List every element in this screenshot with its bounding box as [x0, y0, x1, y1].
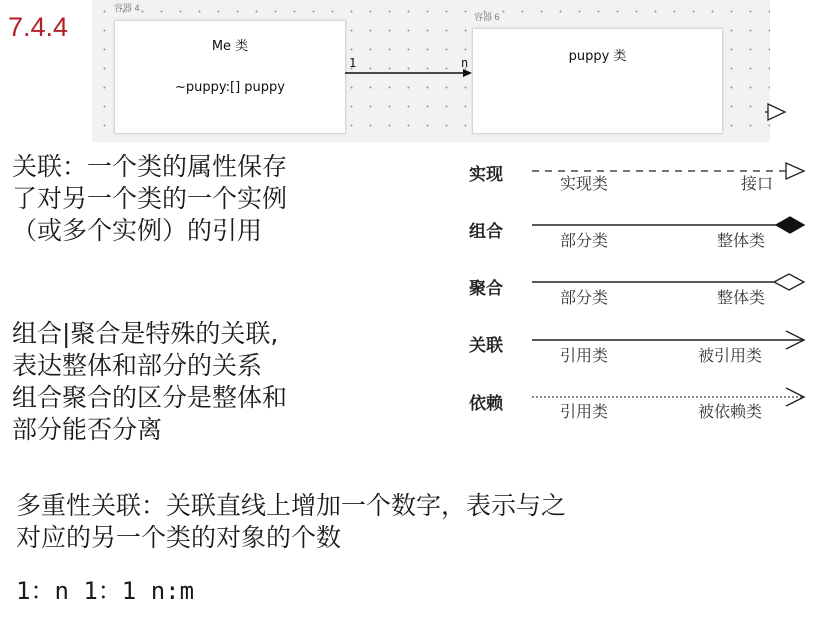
- legend-name-dependency: 依赖: [469, 394, 503, 414]
- legend-lines: [460, 100, 830, 420]
- legend-right-association: 被引用类: [698, 346, 763, 365]
- association-definition: 关联：一个类的属性保存 了对另一个类的一个实例 （或多个实例）的引用: [12, 152, 288, 245]
- legend-name-association: 关联: [469, 336, 503, 356]
- legend-left-aggregation: 部分类: [560, 288, 609, 307]
- uml-legend: [460, 100, 830, 420]
- legend-partial-triangle: [768, 104, 785, 120]
- legend-name-aggregation: 聚合: [469, 279, 503, 299]
- section-number: 7.4.4: [8, 12, 69, 42]
- multiplicity-source: 1: [349, 56, 357, 70]
- legend-right-aggregation: 整体类: [717, 288, 766, 307]
- class-title-puppy: puppy 类: [568, 49, 627, 64]
- aggregation-diamond: [774, 274, 804, 290]
- class-attribute-puppy: ~puppy:[] puppy: [175, 80, 285, 95]
- realization-triangle: [786, 163, 804, 179]
- legend-left-dependency: 引用类: [560, 402, 609, 421]
- legend-name-composition: 组合: [469, 222, 503, 242]
- multiplicity-target: n: [461, 56, 469, 70]
- container-label-right: 容器 6: [474, 12, 500, 22]
- class-title-me: Me 类: [211, 39, 249, 54]
- class-box-me[interactable]: [114, 20, 346, 134]
- association-connector[interactable]: [345, 60, 473, 82]
- composition-diamond: [776, 217, 804, 233]
- legend-right-composition: 整体类: [717, 231, 766, 250]
- legend-left-composition: 部分类: [560, 231, 609, 250]
- legend-right-realization: 接口: [741, 174, 774, 193]
- container-label-left: 容器 4: [114, 3, 140, 13]
- composition-aggregation-note: 组合|聚合是特殊的关联, 表达整体和部分的关系 组合聚合的区分是整体和 部分能否分离: [12, 319, 288, 444]
- multiplicity-note: 多重性关联：关联直线上增加一个数字，表示与之 对应的另一个类的对象的个数: [16, 491, 567, 552]
- legend-right-dependency: 被依赖类: [698, 402, 763, 421]
- legend-name-realization: 实现: [469, 165, 503, 185]
- multiplicity-examples: 1：n 1：1 n:m: [16, 577, 195, 605]
- legend-left-association: 引用类: [560, 346, 609, 365]
- legend-left-realization: 实现类: [560, 174, 609, 193]
